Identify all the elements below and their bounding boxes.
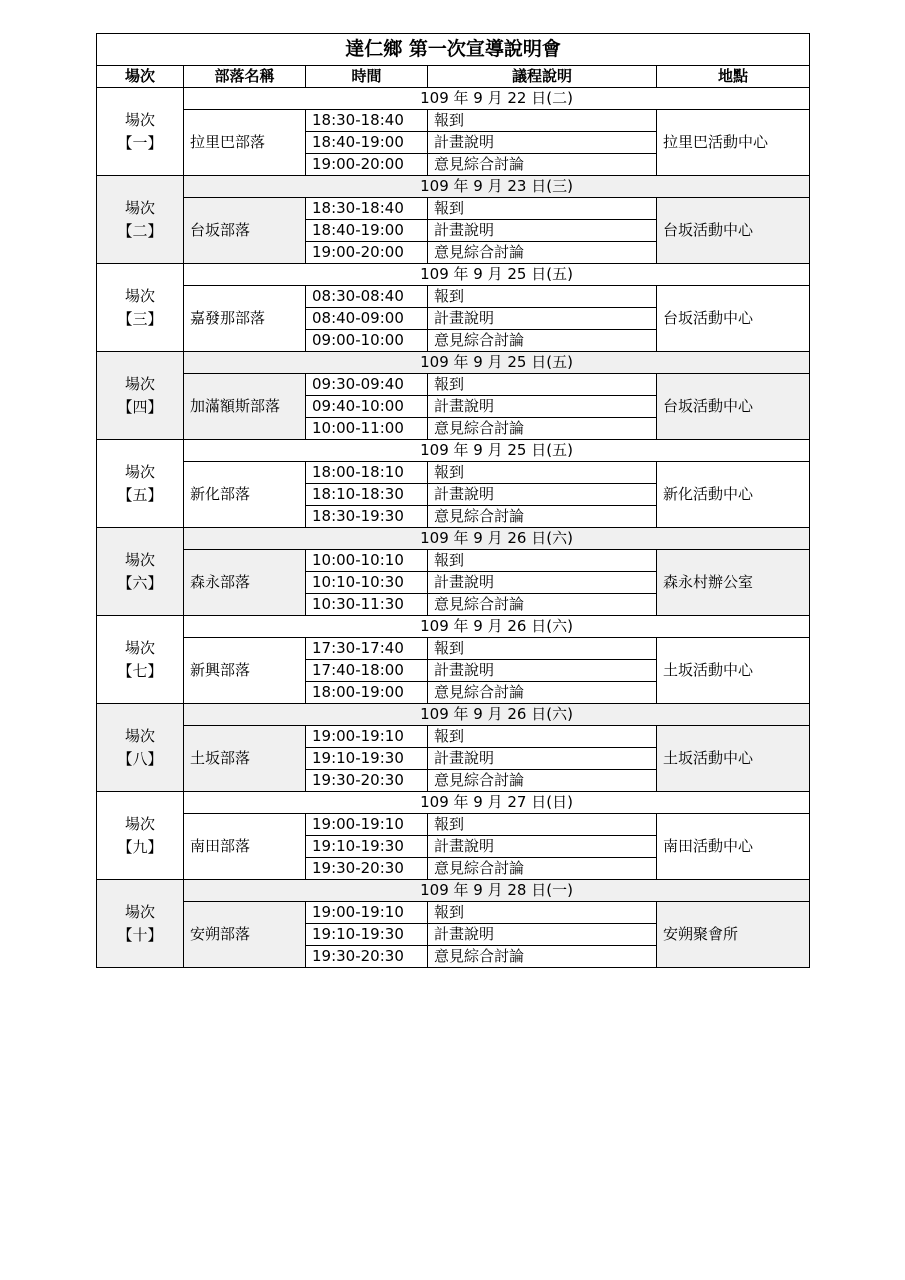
time-slot: 18:40-19:00 xyxy=(306,132,428,154)
time-slot: 10:00-10:10 xyxy=(306,550,428,572)
agenda-item: 計畫說明 xyxy=(428,660,657,682)
table-row xyxy=(97,814,810,836)
time-slot: 09:00-10:00 xyxy=(306,330,428,352)
agenda-item: 意見綜合討論 xyxy=(428,946,657,968)
tribe-name: 安朔部落 xyxy=(184,902,306,968)
header-row xyxy=(97,66,810,88)
header-tribe: 部落名稱 xyxy=(184,66,306,88)
time-slot: 09:30-09:40 xyxy=(306,374,428,396)
session-number-cell xyxy=(97,176,184,264)
tribe-name: 拉里巴部落 xyxy=(184,110,306,176)
time-slot: 17:40-18:00 xyxy=(306,660,428,682)
session-label: 【七】 xyxy=(117,661,163,680)
time-slot: 19:30-20:30 xyxy=(306,770,428,792)
tribe-name: 加滿額斯部落 xyxy=(184,374,306,440)
table-row xyxy=(97,638,810,660)
session-prefix: 場次 xyxy=(124,110,155,129)
table-row xyxy=(97,550,810,572)
tribe-name: 森永部落 xyxy=(184,550,306,616)
tribe-name: 南田部落 xyxy=(184,814,306,880)
time-slot: 18:40-19:00 xyxy=(306,220,428,242)
time-slot: 18:00-18:10 xyxy=(306,462,428,484)
agenda-item: 意見綜合討論 xyxy=(428,682,657,704)
location-name: 安朔聚會所 xyxy=(657,902,810,968)
session-date-row xyxy=(97,704,810,726)
location-name: 台坂活動中心 xyxy=(657,198,810,264)
session-date: 109 年 9 月 25 日(五) xyxy=(184,264,810,286)
session-date-row xyxy=(97,616,810,638)
session-prefix: 場次 xyxy=(124,374,155,393)
location-name: 台坂活動中心 xyxy=(657,374,810,440)
location-name: 南田活動中心 xyxy=(657,814,810,880)
session-label: 【六】 xyxy=(117,573,163,592)
time-slot: 18:00-19:00 xyxy=(306,682,428,704)
agenda-item: 計畫說明 xyxy=(428,748,657,770)
agenda-item: 報到 xyxy=(428,726,657,748)
tribe-name: 台坂部落 xyxy=(184,198,306,264)
session-prefix: 場次 xyxy=(124,550,155,569)
time-slot: 10:00-11:00 xyxy=(306,418,428,440)
table-row xyxy=(97,726,810,748)
table-row xyxy=(97,198,810,220)
time-slot: 19:10-19:30 xyxy=(306,748,428,770)
schedule-document xyxy=(96,33,809,968)
agenda-item: 報到 xyxy=(428,462,657,484)
location-name: 森永村辦公室 xyxy=(657,550,810,616)
time-slot: 19:00-19:10 xyxy=(306,902,428,924)
session-prefix: 場次 xyxy=(124,462,155,481)
agenda-item: 計畫說明 xyxy=(428,220,657,242)
session-number-cell xyxy=(97,352,184,440)
session-date: 109 年 9 月 26 日(六) xyxy=(184,528,810,550)
schedule-table xyxy=(96,33,810,968)
session-label: 【二】 xyxy=(117,221,163,240)
session-number-cell xyxy=(97,792,184,880)
agenda-item: 報到 xyxy=(428,902,657,924)
session-number-cell xyxy=(97,264,184,352)
header-time: 時間 xyxy=(306,66,428,88)
time-slot: 18:30-18:40 xyxy=(306,198,428,220)
session-label: 【八】 xyxy=(117,749,163,768)
time-slot: 10:30-11:30 xyxy=(306,594,428,616)
time-slot: 19:10-19:30 xyxy=(306,836,428,858)
session-number-cell xyxy=(97,440,184,528)
session-date: 109 年 9 月 26 日(六) xyxy=(184,704,810,726)
session-date-row xyxy=(97,176,810,198)
location-name: 土坂活動中心 xyxy=(657,638,810,704)
time-slot: 08:30-08:40 xyxy=(306,286,428,308)
agenda-item: 意見綜合討論 xyxy=(428,506,657,528)
time-slot: 18:30-18:40 xyxy=(306,110,428,132)
header-agenda: 議程說明 xyxy=(428,66,657,88)
agenda-item: 報到 xyxy=(428,286,657,308)
header-location: 地點 xyxy=(657,66,810,88)
table-row xyxy=(97,286,810,308)
time-slot: 19:00-19:10 xyxy=(306,814,428,836)
session-date-row xyxy=(97,440,810,462)
session-label: 【三】 xyxy=(117,309,163,328)
schedule-body xyxy=(97,88,810,968)
agenda-item: 計畫說明 xyxy=(428,484,657,506)
time-slot: 19:00-20:00 xyxy=(306,154,428,176)
session-number-cell xyxy=(97,880,184,968)
agenda-item: 意見綜合討論 xyxy=(428,242,657,264)
session-date: 109 年 9 月 23 日(三) xyxy=(184,176,810,198)
session-label: 【五】 xyxy=(117,485,163,504)
session-number-cell xyxy=(97,704,184,792)
agenda-item: 意見綜合討論 xyxy=(428,330,657,352)
time-slot: 19:30-20:30 xyxy=(306,858,428,880)
location-name: 拉里巴活動中心 xyxy=(657,110,810,176)
time-slot: 18:10-18:30 xyxy=(306,484,428,506)
session-prefix: 場次 xyxy=(124,814,155,833)
time-slot: 10:10-10:30 xyxy=(306,572,428,594)
session-label: 【一】 xyxy=(117,133,163,152)
agenda-item: 報到 xyxy=(428,638,657,660)
header-session: 場次 xyxy=(97,66,184,88)
agenda-item: 意見綜合討論 xyxy=(428,858,657,880)
time-slot: 08:40-09:00 xyxy=(306,308,428,330)
agenda-item: 計畫說明 xyxy=(428,396,657,418)
session-date-row xyxy=(97,352,810,374)
session-prefix: 場次 xyxy=(124,286,155,305)
table-row xyxy=(97,110,810,132)
agenda-item: 報到 xyxy=(428,374,657,396)
agenda-item: 計畫說明 xyxy=(428,924,657,946)
table-row xyxy=(97,902,810,924)
time-slot: 19:00-20:00 xyxy=(306,242,428,264)
session-prefix: 場次 xyxy=(124,638,155,657)
session-prefix: 場次 xyxy=(124,902,155,921)
time-slot: 19:00-19:10 xyxy=(306,726,428,748)
session-date: 109 年 9 月 27 日(日) xyxy=(184,792,810,814)
session-label: 【十】 xyxy=(117,925,163,944)
session-number-cell xyxy=(97,616,184,704)
table-row xyxy=(97,374,810,396)
agenda-item: 意見綜合討論 xyxy=(428,418,657,440)
location-name: 土坂活動中心 xyxy=(657,726,810,792)
agenda-item: 報到 xyxy=(428,814,657,836)
agenda-item: 意見綜合討論 xyxy=(428,594,657,616)
table-row xyxy=(97,462,810,484)
session-date: 109 年 9 月 25 日(五) xyxy=(184,352,810,374)
session-prefix: 場次 xyxy=(124,726,155,745)
session-date-row xyxy=(97,880,810,902)
table-title: 達仁鄉 第一次宣導說明會 xyxy=(97,34,810,66)
agenda-item: 報到 xyxy=(428,550,657,572)
session-number-cell xyxy=(97,88,184,176)
session-date-row xyxy=(97,792,810,814)
session-date: 109 年 9 月 22 日(二) xyxy=(184,88,810,110)
session-label: 【九】 xyxy=(117,837,163,856)
tribe-name: 新興部落 xyxy=(184,638,306,704)
agenda-item: 計畫說明 xyxy=(428,132,657,154)
time-slot: 19:30-20:30 xyxy=(306,946,428,968)
session-date: 109 年 9 月 25 日(五) xyxy=(184,440,810,462)
agenda-item: 意見綜合討論 xyxy=(428,154,657,176)
time-slot: 19:10-19:30 xyxy=(306,924,428,946)
agenda-item: 計畫說明 xyxy=(428,572,657,594)
agenda-item: 意見綜合討論 xyxy=(428,770,657,792)
tribe-name: 嘉發那部落 xyxy=(184,286,306,352)
session-prefix: 場次 xyxy=(124,198,155,217)
time-slot: 09:40-10:00 xyxy=(306,396,428,418)
session-date-row xyxy=(97,88,810,110)
agenda-item: 報到 xyxy=(428,198,657,220)
session-date-row xyxy=(97,528,810,550)
agenda-item: 報到 xyxy=(428,110,657,132)
location-name: 台坂活動中心 xyxy=(657,286,810,352)
session-date: 109 年 9 月 28 日(一) xyxy=(184,880,810,902)
agenda-item: 計畫說明 xyxy=(428,308,657,330)
time-slot: 18:30-19:30 xyxy=(306,506,428,528)
location-name: 新化活動中心 xyxy=(657,462,810,528)
session-date: 109 年 9 月 26 日(六) xyxy=(184,616,810,638)
session-number-cell xyxy=(97,528,184,616)
session-label: 【四】 xyxy=(117,397,163,416)
tribe-name: 土坂部落 xyxy=(184,726,306,792)
tribe-name: 新化部落 xyxy=(184,462,306,528)
session-date-row xyxy=(97,264,810,286)
agenda-item: 計畫說明 xyxy=(428,836,657,858)
time-slot: 17:30-17:40 xyxy=(306,638,428,660)
